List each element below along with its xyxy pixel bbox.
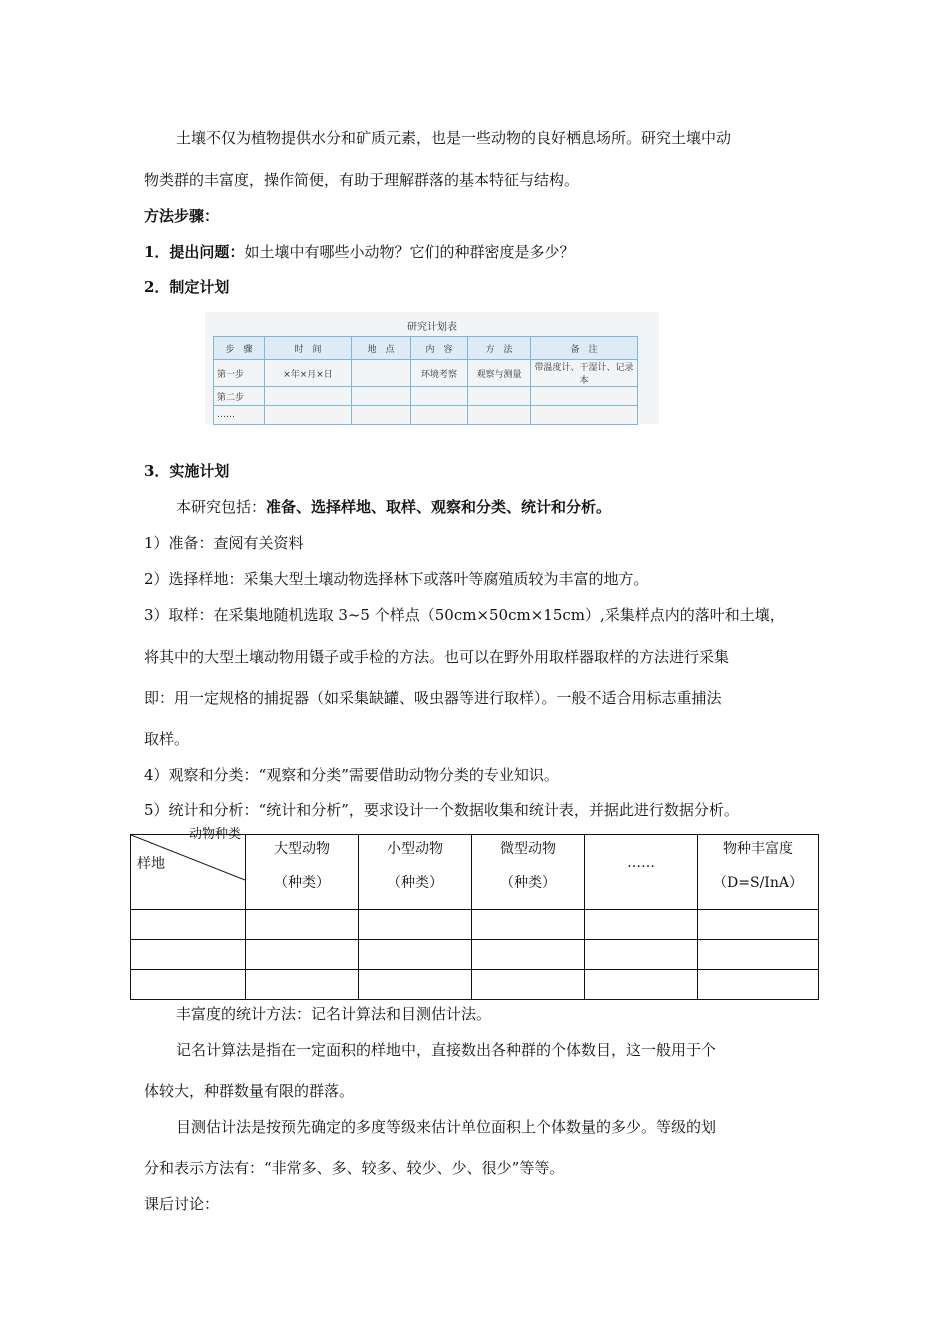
research-plan-figure: [205, 312, 659, 424]
includes-prefix: 本研究包括：: [176, 498, 267, 516]
after-para-3-line-1: 目测估计法是按预先确定的多度等级来估计单位面积上个体数量的多少。等级的划: [176, 1118, 717, 1136]
plan-cell: ×年×月×日: [265, 360, 352, 387]
stat-cell: [585, 940, 698, 970]
plan-cell: 观察与测量: [468, 360, 531, 387]
step-1-label: 1．提出问题：: [144, 243, 245, 261]
stat-cell: [472, 910, 585, 940]
stat-cell: [698, 970, 819, 1000]
stat-table-header: [131, 835, 819, 910]
plan-cell: 第二步: [214, 387, 265, 406]
stat-col-header: ……: [585, 835, 698, 910]
stat-cell: [359, 970, 472, 1000]
step-2: 2．制定计划: [144, 278, 230, 296]
stat-col-header: 微型动物 （种类）: [472, 835, 585, 910]
step-3-includes: [176, 497, 611, 517]
stat-cell: [698, 940, 819, 970]
stat-cell: [359, 910, 472, 940]
plan-table: [213, 336, 638, 425]
after-para-3-line-2: 分和表示方法有：“非常多、多、较多、较少、少、很少”等等。: [144, 1159, 565, 1177]
plan-cell: [352, 387, 411, 406]
plan-cell: [531, 406, 638, 425]
after-para-1: 丰富度的统计方法：记名计算法和目测估计法。: [176, 1005, 492, 1023]
stat-cell: [246, 970, 359, 1000]
step-3: 3．实施计划: [144, 462, 230, 480]
step-1-text: 如土壤中有哪些小动物？它们的种群密度是多少？: [244, 243, 575, 261]
plan-cell: [411, 387, 468, 406]
statistics-table: [130, 827, 819, 1000]
plan-header-cell: 内 容: [411, 337, 468, 360]
plan-cell: [265, 406, 352, 425]
after-para-2-line-2: 体较大，种群数量有限的群落。: [144, 1082, 355, 1100]
plan-cell: [265, 387, 352, 406]
item-5: 5）统计和分析：“统计和分析”，要求设计一个数据收集和统计表，并据此进行数据分析。: [144, 801, 739, 819]
stat-table-row: [131, 910, 819, 940]
plan-cell: ……: [214, 406, 265, 425]
after-para-2-line-1: 记名计算法是指在一定面积的样地中，直接数出各种群的个体数目，这一般用于个: [176, 1041, 717, 1059]
corner-top-label: 动物种类: [188, 827, 241, 842]
stat-col-header: 小型动物 （种类）: [359, 835, 472, 910]
stat-cell: [585, 910, 698, 940]
plan-cell: [468, 406, 531, 425]
stat-cell: [246, 910, 359, 940]
stat-cell: [131, 910, 246, 940]
stat-col-header: 大型动物 （种类）: [246, 835, 359, 910]
plan-cell: [468, 387, 531, 406]
plan-cell: [531, 387, 638, 406]
stat-cell: [246, 940, 359, 970]
stat-corner-cell: [131, 827, 246, 910]
stat-cell: [131, 970, 246, 1000]
after-heading-discussion: 课后讨论：: [144, 1195, 220, 1213]
item-3-line-3: 即：用一定规格的捕捉器（如采集缺罐、吸虫器等进行取样）。一般不适合用标志重捕法: [144, 689, 722, 707]
stat-cell: [472, 940, 585, 970]
item-1: 1）准备：查阅有关资料: [144, 534, 304, 552]
plan-table-title: 研究计划表: [407, 322, 457, 333]
intro-line-1: 土壤不仅为植物提供水分和矿质元素，也是一些动物的良好栖息场所。研究土壤中动: [176, 129, 732, 147]
step-1: [144, 242, 574, 262]
item-4: 4）观察和分类：“观察和分类”需要借助动物分类的专业知识。: [144, 766, 559, 784]
plan-header-cell: 方 法: [468, 337, 531, 360]
corner-bottom-label: 样地: [137, 856, 165, 872]
intro-line-2: 物类群的丰富度，操作简便，有助于理解群落的基本特征与结构。: [144, 171, 580, 189]
plan-cell: [352, 360, 411, 387]
item-3-line-2: 将其中的大型土壤动物用镊子或手检的方法。也可以在野外用取样器取样的方法进行采集: [144, 648, 730, 666]
plan-cell: 第一步: [214, 360, 265, 387]
plan-header-cell: 时 间: [265, 337, 352, 360]
stat-cell: [698, 910, 819, 940]
stat-cell: [585, 970, 698, 1000]
item-2: 2）选择样地：采集大型土壤动物选择林下或落叶等腐殖质较为丰富的地方。: [144, 570, 649, 588]
plan-header-cell: 步 骤: [214, 337, 265, 360]
stat-cell: [131, 940, 246, 970]
stat-cell: [359, 940, 472, 970]
item-3-line-1: 3）取样：在采集地随机选取 3~5 个样点（50cm×50cm×15cm）,采集样点内的落叶和土壤，: [144, 606, 785, 624]
plan-table-row: [214, 406, 638, 425]
includes-list: 准备、选择样地、取样、观察和分类、统计和分析。: [266, 498, 612, 516]
plan-cell: [411, 406, 468, 425]
stat-table-row: [131, 940, 819, 970]
plan-cell: 环境考察: [411, 360, 468, 387]
stat-table-row: [131, 970, 819, 1000]
stat-col-header: 物种丰富度 （D=S/InA）: [698, 835, 819, 910]
item-3-line-4: 取样。: [144, 730, 190, 748]
plan-table-row: [214, 387, 638, 406]
plan-table-header: [214, 337, 638, 360]
plan-cell: 带温度计、干湿计、记录本: [531, 360, 638, 387]
plan-header-cell: 备 注: [531, 337, 638, 360]
stat-cell: [472, 970, 585, 1000]
plan-header-cell: 地 点: [352, 337, 411, 360]
plan-cell: [352, 406, 411, 425]
plan-table-row: [214, 360, 638, 387]
method-heading: 方法步骤：: [144, 207, 220, 225]
